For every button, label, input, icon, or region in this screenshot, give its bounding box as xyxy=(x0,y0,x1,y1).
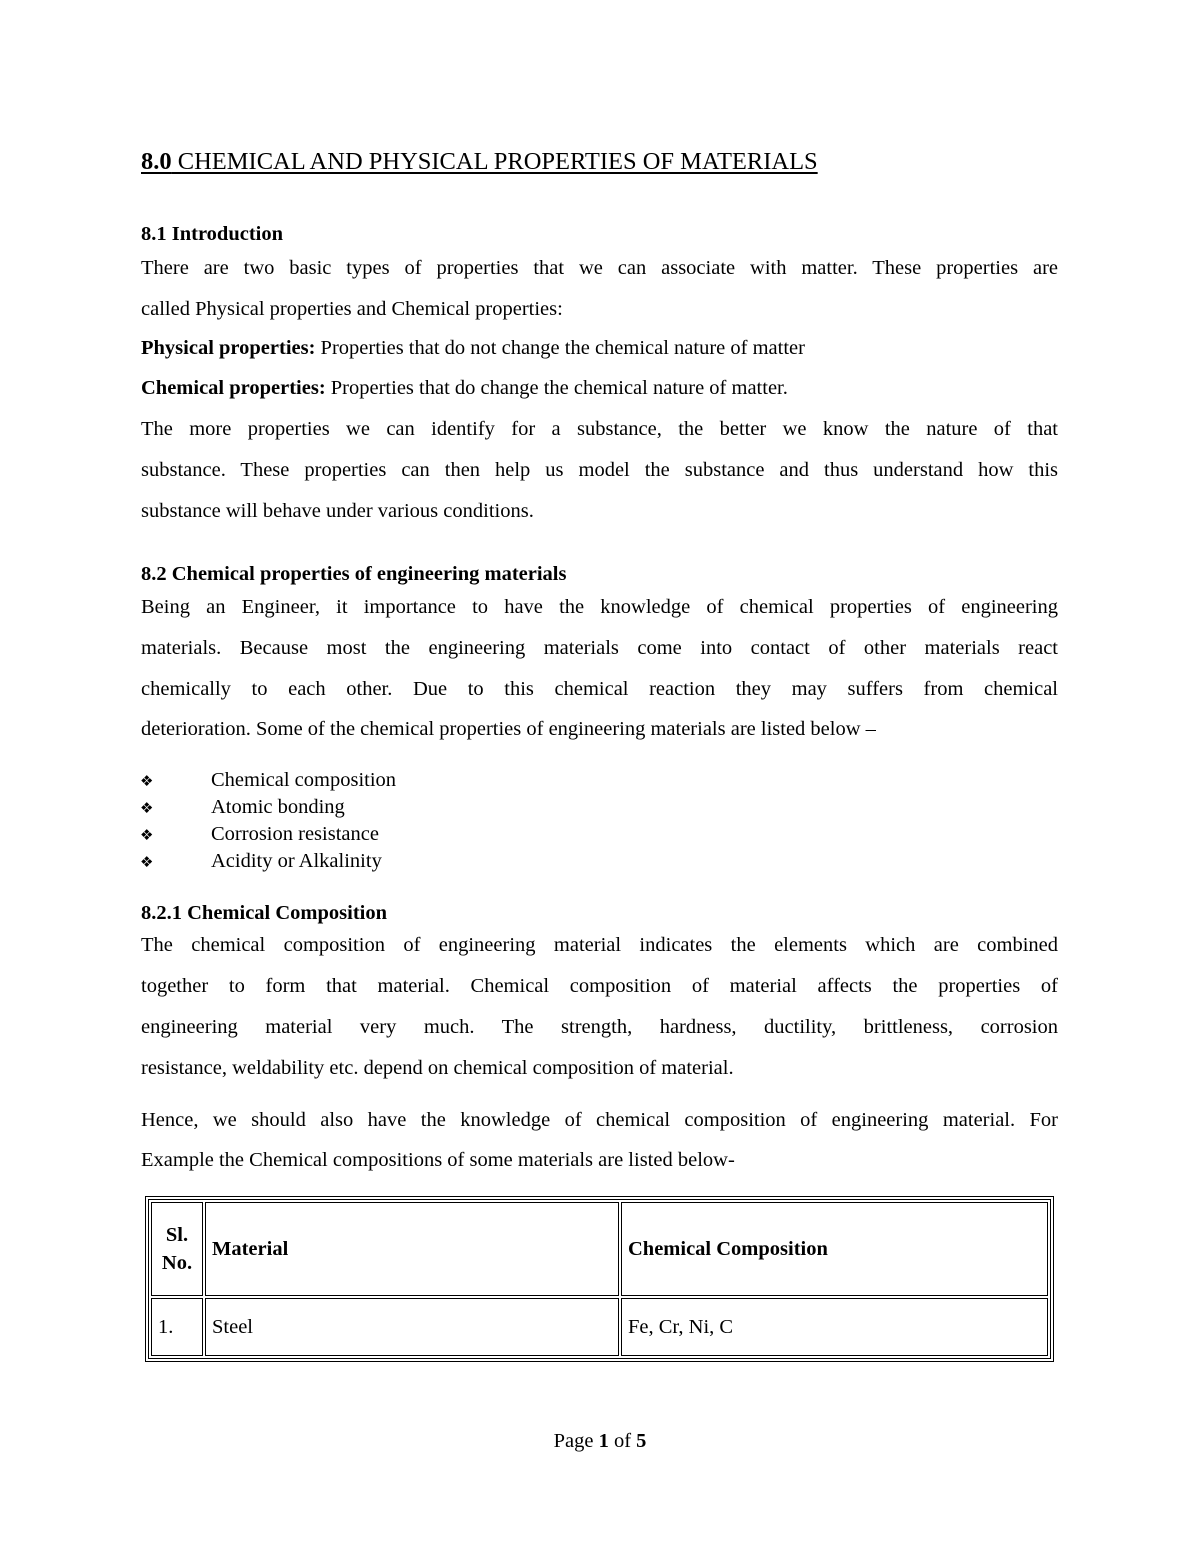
title-number: 8.0 xyxy=(141,148,172,175)
diamond-bullet-icon: ❖ xyxy=(140,772,154,790)
document-title xyxy=(141,144,818,180)
cell-material: Steel xyxy=(205,1298,619,1356)
paragraph-line: together to form that material. Chemical composition of material affects the properties of xyxy=(141,975,1058,997)
heading-8-1: 8.1 Introduction xyxy=(141,223,284,245)
bullet-item xyxy=(140,794,345,821)
physical-properties-definition xyxy=(141,328,1058,369)
physical-label: Physical properties: xyxy=(141,337,316,359)
cell-composition: Fe, Cr, Ni, C xyxy=(621,1298,1048,1356)
paragraph-line: substance. These properties can then help us model the substance and thus understand how this xyxy=(141,459,1058,481)
paragraph-line: Being an Engineer, it importance to have the knowledge of chemical properties of engineering xyxy=(141,596,1058,618)
chemical-properties-definition xyxy=(141,368,1058,409)
diamond-bullet-icon: ❖ xyxy=(140,799,154,817)
footer-of: of xyxy=(608,1430,637,1452)
footer-prefix: Page xyxy=(553,1430,599,1452)
paragraph-line: Hence, we should also have the knowledge of chemical composition of engineering material. For xyxy=(141,1109,1058,1131)
title-text: CHEMICAL AND PHYSICAL PROPERTIES OF MATERIALS xyxy=(171,148,818,175)
paragraph-line: deterioration. Some of the chemical properties of engineering materials are listed below – xyxy=(141,718,876,740)
bullet-item xyxy=(140,848,382,875)
paragraph-line: called Physical properties and Chemical properties: xyxy=(141,298,563,320)
current-page: 1 xyxy=(598,1430,609,1452)
paragraph-line: engineering material very much. The strength, hardness, ductility, brittleness, corrosion xyxy=(141,1016,1058,1038)
paragraph-line: Example the Chemical compositions of some materials are listed below- xyxy=(141,1149,735,1171)
diamond-bullet-icon: ❖ xyxy=(140,826,154,844)
physical-text: Properties that do not change the chemical nature of matter xyxy=(315,337,805,359)
paragraph-line: substance will behave under various conditions. xyxy=(141,500,534,522)
total-pages: 5 xyxy=(636,1430,647,1452)
bullet-text: Chemical composition xyxy=(211,769,397,791)
paragraph-line: There are two basic types of properties that we can associate with matter. These properties are xyxy=(141,257,1058,279)
chemical-label: Chemical properties: xyxy=(141,377,326,399)
diamond-bullet-icon: ❖ xyxy=(140,853,154,871)
chemical-text: Properties that do change the chemical nature of matter. xyxy=(325,377,788,399)
bullet-text: Corrosion resistance xyxy=(211,823,379,845)
paragraph-line: materials. Because most the engineering materials come into contact of other materials react xyxy=(141,637,1058,659)
bullet-item xyxy=(140,821,379,848)
page-footer xyxy=(0,1430,1200,1453)
paragraph-line: The chemical composition of engineering material indicates the elements which are combined xyxy=(141,934,1058,956)
paragraph-line: chemically to each other. Due to this chemical reaction they may suffers from chemical xyxy=(141,678,1058,700)
bullet-text: Atomic bonding xyxy=(211,796,345,818)
table-row xyxy=(151,1298,1048,1356)
bullet-text: Acidity or Alkalinity xyxy=(211,850,382,872)
header-material: Material xyxy=(205,1202,619,1296)
header-chemical-composition: Chemical Composition xyxy=(621,1202,1048,1296)
paragraph-line: resistance, weldability etc. depend on chemical composition of material. xyxy=(141,1057,734,1079)
header-sl-no: Sl. No. xyxy=(151,1202,203,1296)
heading-8-2: 8.2 Chemical properties of engineering materials xyxy=(141,563,567,585)
heading-8-2-1: 8.2.1 Chemical Composition xyxy=(141,902,387,924)
cell-sl-no: 1. xyxy=(151,1298,203,1356)
paragraph-line: The more properties we can identify for a substance, the better we know the nature of that xyxy=(141,418,1058,440)
table-header-row xyxy=(151,1202,1048,1296)
composition-table xyxy=(145,1196,1054,1362)
bullet-item xyxy=(140,767,396,794)
